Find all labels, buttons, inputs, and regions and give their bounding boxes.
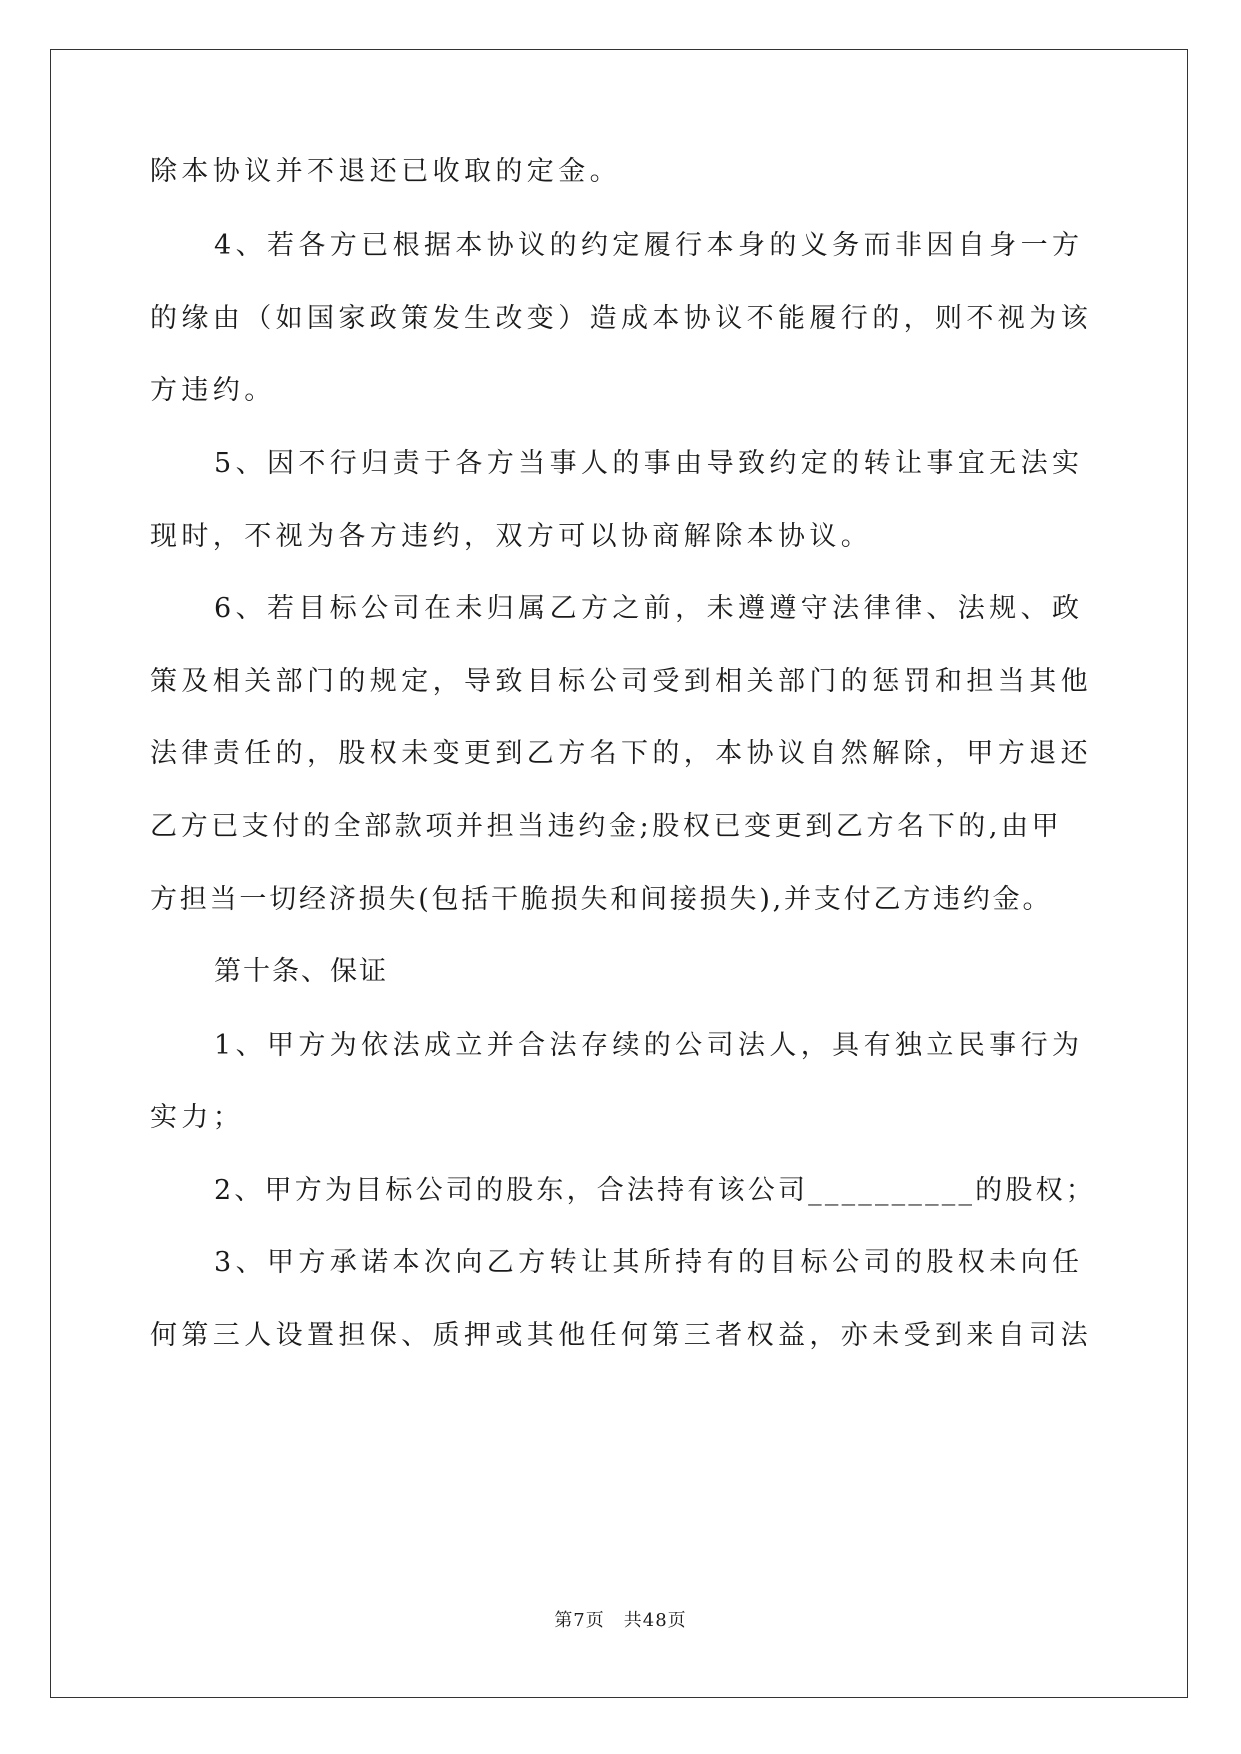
body-line: 乙方已支付的全部款项并担当违约金;股权已变更到乙方名下的,由甲 [150,811,1063,842]
page-border [50,49,1188,1698]
body-line: 3、甲方承诺本次向乙方转让其所持有的目标公司的股权未向任 [214,1247,1084,1278]
body-line: 除本协议并不退还已收取的定金。 [150,156,621,187]
body-line: 现时，不视为各方违约，双方可以协商解除本协议。 [150,521,873,552]
body-line: 5、因不行归责于各方当事人的事由导致约定的转让事宜无法实 [214,448,1084,479]
body-line: 4、若各方已根据本协议的约定履行本身的义务而非因自身一方 [214,230,1084,261]
body-line: 方违约。 [150,375,276,406]
body-line: 实力； [150,1102,245,1133]
section-heading: 第十条、保证 [214,956,388,987]
body-line: 1、甲方为依法成立并合法存续的公司法人，具有独立民事行为 [214,1030,1084,1061]
body-line: 何第三人设置担保、质押或其他任何第三者权益，亦未受到来自司法 [150,1320,1092,1351]
body-line: 方担当一切经济损失(包括干脆损失和间接损失),并支付乙方违约金。 [150,884,1053,915]
page-number: 第7页 共48页 [554,1610,687,1631]
body-line: 2、甲方为目标公司的股东，合法持有该公司__________的股权； [214,1175,1096,1206]
body-line: 6、若目标公司在未归属乙方之前，未遵遵守法律律、法规、政 [214,593,1084,624]
body-line: 法律责任的，股权未变更到乙方名下的，本协议自然解除，甲方退还 [150,738,1092,769]
body-line: 策及相关部门的规定，导致目标公司受到相关部门的惩罚和担当其他 [150,666,1092,697]
body-line: 的缘由（如国家政策发生改变）造成本协议不能履行的，则不视为该 [150,303,1092,334]
